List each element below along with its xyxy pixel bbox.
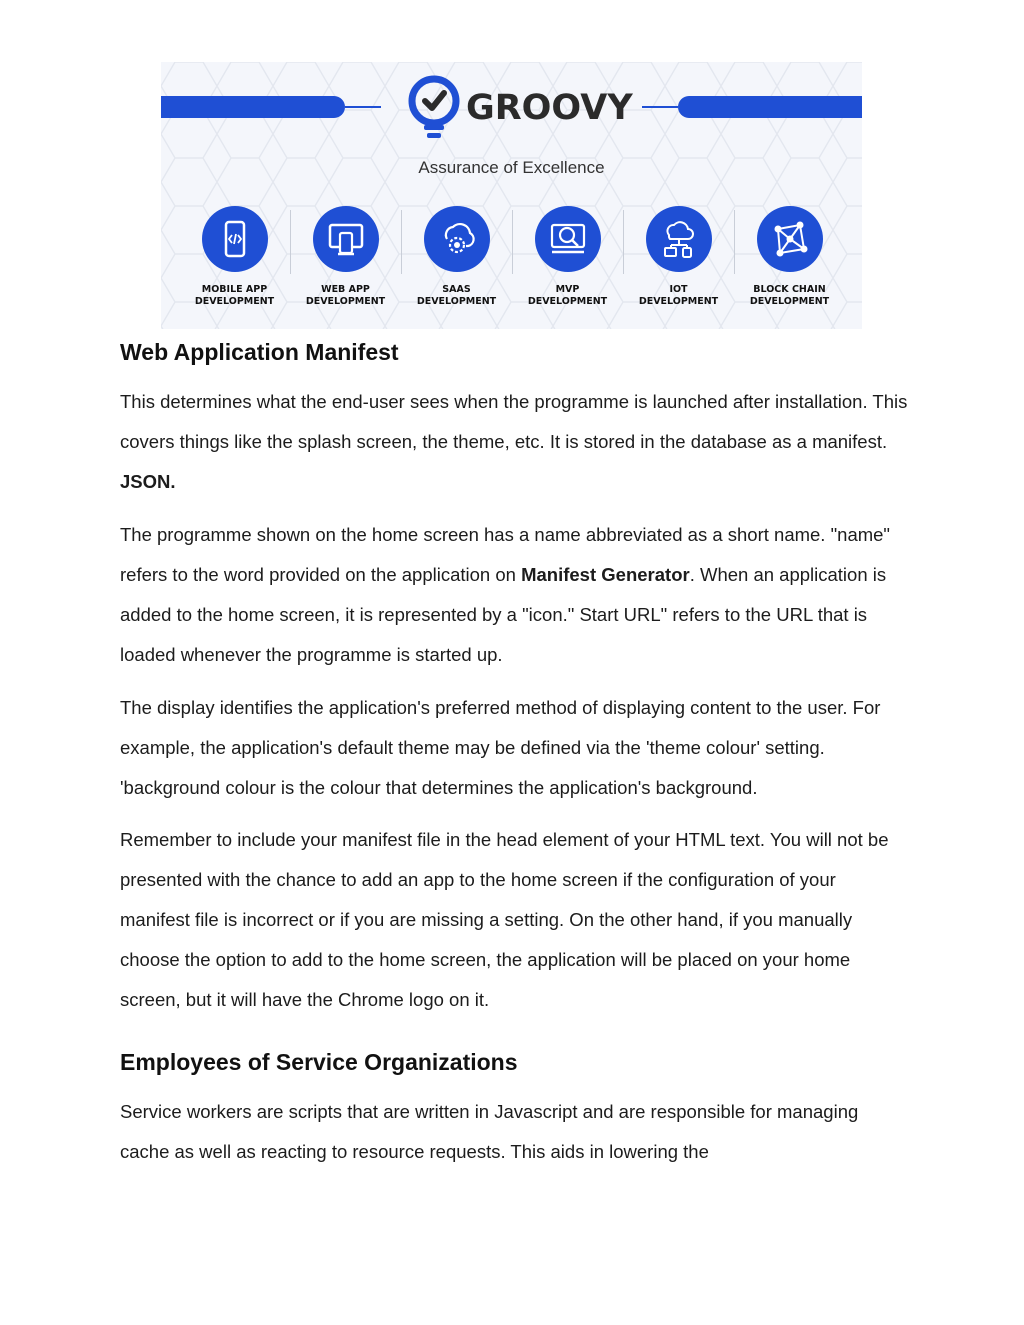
banner-line-left xyxy=(345,106,381,108)
groovy-banner xyxy=(161,62,862,329)
brand-name: GROOVY xyxy=(466,88,633,128)
cloud-gear-icon xyxy=(437,219,477,259)
heading-service-workers: Employees of Service Organizations xyxy=(120,1049,518,1075)
service-label-line1: MOBILE APP xyxy=(201,284,268,295)
web-app-icon xyxy=(326,219,366,259)
service-label-line2: DEVELOPMENT xyxy=(416,296,497,307)
mvp-search-icon xyxy=(548,219,588,259)
service-label-line2: DEVELOPMENT xyxy=(638,296,719,307)
banner-line-right xyxy=(642,106,678,108)
groovy-logo xyxy=(406,78,633,138)
paragraph-service-workers: Service workers are scripts that are written in Javascript and are responsible for managing cache as well as reacting to resource requests. This aids in lowering the xyxy=(120,1101,859,1162)
service-label-line2: DEVELOPMENT xyxy=(749,296,830,307)
service-label-line2: DEVELOPMENT xyxy=(527,296,608,307)
services-row xyxy=(179,206,845,308)
service-label-line1: SAAS xyxy=(442,284,471,295)
service-label-line1: MVP xyxy=(555,284,580,295)
paragraph-text-after: . When an application is added to the home screen, it is represented by a "icon." Start URL" refers to the URL that is loaded whenever the programme is started up. xyxy=(120,564,887,665)
paragraph-text-before: The programme shown on the home screen has a name abbreviated as a short name. "name" refers to the word provided on the application on xyxy=(120,524,890,585)
service-label-line1: BLOCK CHAIN xyxy=(753,284,826,295)
service-mobile-app xyxy=(179,206,290,308)
iot-cloud-icon xyxy=(659,219,699,259)
service-label-line2: DEVELOPMENT xyxy=(194,296,275,307)
banner-bar-right xyxy=(678,96,862,118)
paragraph-manifest-intro xyxy=(120,382,910,502)
service-saas xyxy=(401,206,512,308)
bold-json: JSON. xyxy=(120,471,176,492)
service-label-line2: DEVELOPMENT xyxy=(305,296,386,307)
banner-bar-left xyxy=(161,96,345,118)
mobile-code-icon xyxy=(215,219,255,259)
paragraph-display-theme: The display identifies the application's preferred method of displaying content to the user. For example, the application's default theme may be defined via the 'theme colour' setting. 'background colour is the colour that determines the application's background. xyxy=(120,697,881,798)
paragraph-manifest-name xyxy=(120,515,910,675)
service-iot xyxy=(623,206,734,308)
lightbulb-check-logo-icon xyxy=(406,75,462,141)
tagline: Assurance of Excellence xyxy=(418,158,605,177)
service-label-line1: IOT xyxy=(669,284,688,295)
heading-web-application-manifest: Web Application Manifest xyxy=(120,339,399,365)
service-web-app xyxy=(290,206,401,308)
service-blockchain xyxy=(734,206,845,308)
paragraph-text: This determines what the end-user sees when the programme is launched after installation. This covers things like the splash screen, the theme, etc. It is stored in the database as a manifest. xyxy=(120,391,908,452)
bold-manifest-generator: Manifest Generator xyxy=(521,564,690,585)
blockchain-network-icon xyxy=(770,219,810,259)
paragraph-include-manifest: Remember to include your manifest file in the head element of your HTML text. You will not be presented with the chance to add an app to the home screen if the configuration of your manifest file is incorrect or if you are missing a setting. On the other hand, if you manually choose the option to add to the home screen, the application will be placed on your home screen, but it will have the Chrome logo on it. xyxy=(120,829,889,1010)
service-label-line1: WEB APP xyxy=(321,284,370,295)
service-mvp xyxy=(512,206,623,308)
